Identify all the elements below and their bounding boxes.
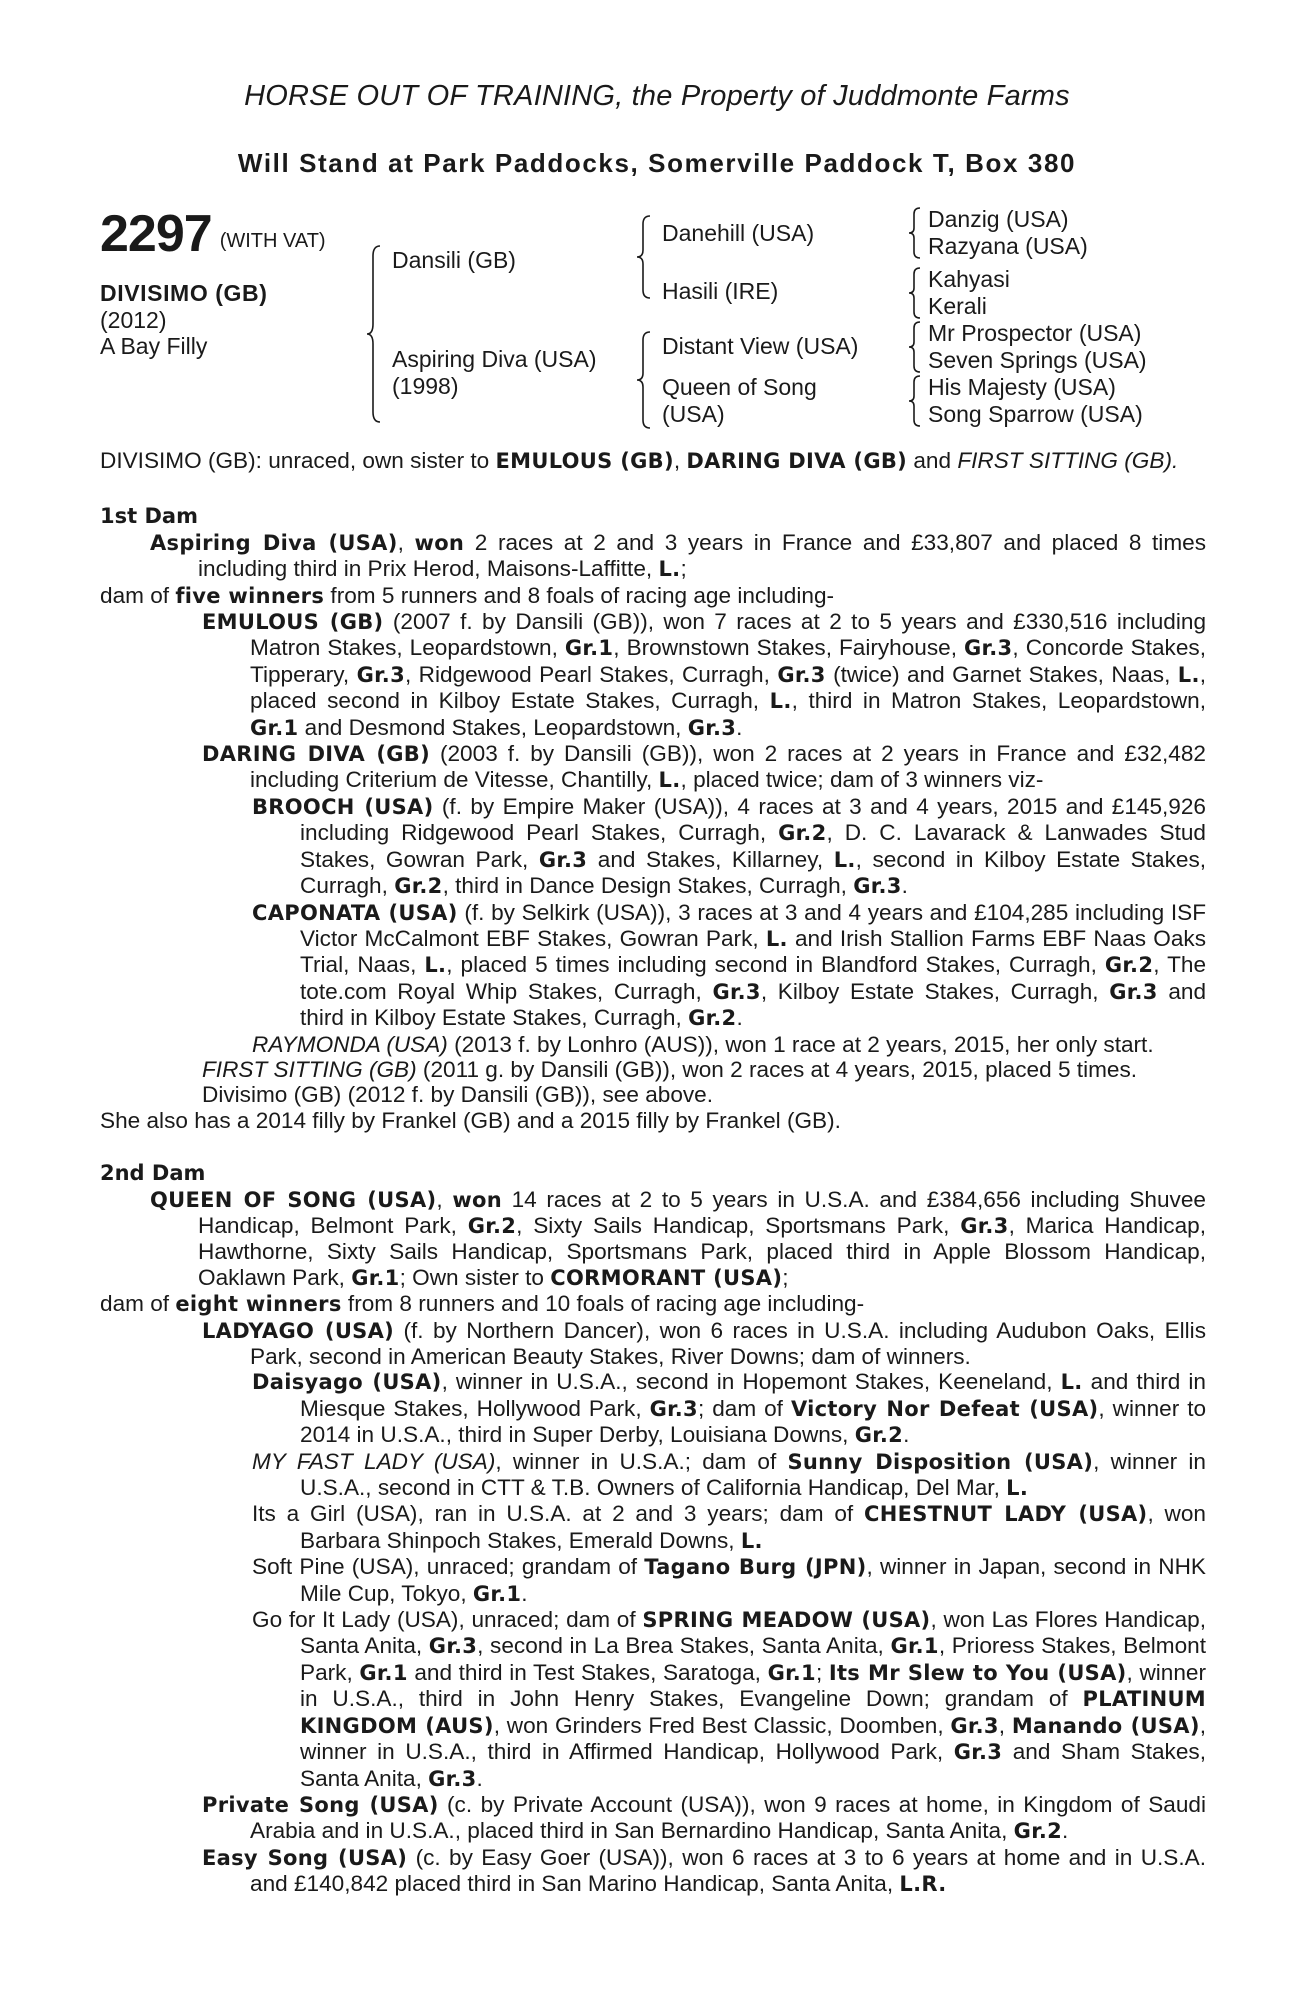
produce-raymonda: RAYMONDA (USA) (2013 f. by Lonhro (AUS)), won 1 race at 2 years, 2015, her only start. <box>252 1031 1154 1057</box>
lot-details <box>100 448 1206 1898</box>
pedigree-brace-sire <box>636 214 652 300</box>
pedigree-brace-dam <box>636 330 652 430</box>
ggdam-3: Seven Springs (USA) <box>928 347 1147 373</box>
produce-its-a-girl: Its a Girl (USA), ran in U.S.A. at 2 and 3 years; dam of CHESTNUT LADY (USA), won Barbara Shinpoch Stakes, Emerald Downs, L. <box>252 1501 1206 1553</box>
produce-emulous: EMULOUS (GB) (2007 f. by Dansili (GB)), won 7 races at 2 to 5 years and £330,516 including Matron Stakes, Leopardstown, Gr.1, Brownstown Stakes, Fairyhouse, Gr.3, Concorde Stakes, Tipperary, Gr.3, Ridgewood Pearl Stakes, Curragh, Gr.3 (twice) and Garnet Stakes, Naas, L., placed second in Kilboy Estate Stakes, Curragh, L., third in Matron Stakes, Leopardstown, Gr.1 and Desmond Stakes, Leopardstown, Gr.3. <box>202 609 1207 740</box>
dam-sire: Distant View (USA) <box>662 333 859 359</box>
dam: Aspiring Diva (USA) <box>392 346 597 372</box>
sire-sire: Danehill (USA) <box>662 220 815 246</box>
produce-my-fast-lady: MY FAST LADY (USA), winner in U.S.A.; dam of Sunny Disposition (USA), winner in U.S.A., second in CTT & T.B. Owners of California Handicap, Del Mar, L. <box>252 1448 1206 1501</box>
sire: Dansili (GB) <box>392 247 516 273</box>
stand-location: Will Stand at Park Paddocks, Somerville Paddock T, Box 380 <box>237 148 1077 178</box>
pedigree-brace-g1 <box>908 206 922 260</box>
ggdam-2: Kerali <box>928 293 987 319</box>
produce-ladyago: LADYAGO (USA) (f. by Northern Dancer), won 6 races in U.S.A. including Audubon Oaks, Ellis Park, second in American Beauty Stakes, River Downs; dam of winners. <box>202 1317 1206 1369</box>
produce-first-sitting: FIRST SITTING (GB) (2011 g. by Dansili (GB)), won 2 races at 4 years, 2015, placed 5 times. <box>202 1056 1138 1082</box>
dam-dam-country: (USA) <box>662 401 725 427</box>
second-dam-record: QUEEN OF SONG (USA), won 14 races at 2 to 5 years in U.S.A. and £384,656 including Shuvee Handicap, Belmont Park, Gr.2, Sixty Sails Handicap, Sportsmans Park, Gr.3, Marica Handicap, Hawthorne, Sixty Sails Handicap, Sportsmans Park, placed third in Apple Blossom Handicap, Oaklawn Park, Gr.1; Own sister to CORMORANT (USA); <box>150 1186 1207 1290</box>
lot-number: 2297 <box>100 205 212 263</box>
produce-brooch: BROOCH (USA) (f. by Empire Maker (USA)), 4 races at 3 and 4 years, 2015 and £145,926 including Ridgewood Pearl Stakes, Curragh, Gr.2, D. C. Lavarack & Lanwades Stud Stakes, Gowran Park, Gr.3 and Stakes, Killarney, L., second in Kilboy Estate Stakes, Curragh, Gr.2, third in Dance Design Stakes, Curragh, Gr.3. <box>252 793 1207 899</box>
ggdam-1: Razyana (USA) <box>928 233 1088 259</box>
first-dam-record: Aspiring Diva (USA), won 2 races at 2 and 3 years in France and £33,807 and placed 8 times including third in Prix Herod, Maisons-Laffitte, L.; <box>150 529 1207 582</box>
ggsire-4: His Majesty (USA) <box>928 374 1116 400</box>
first-dam-heading: 1st Dam <box>100 504 198 529</box>
produce-caponata: CAPONATA (USA) (f. by Selkirk (USA)), 3 races at 3 and 4 years and £104,285 including ISF Victor McCalmont EBF Stakes, Gowran Park, L. and Irish Stallion Farms EBF Naas Oaks Trial, Naas, L., placed 5 times including second in Blandford Stakes, Curragh, Gr.2, The tote.com Royal Whip Stakes, Curragh, Gr.3, Kilboy Estate Stakes, Curragh, Gr.3 and third in Kilboy Estate Stakes, Curragh, Gr.2. <box>252 899 1207 1031</box>
vat-note: (WITH VAT) <box>219 230 326 252</box>
pedigree-brace-main <box>366 244 382 424</box>
horse-year: (2012) <box>100 307 167 333</box>
second-dam-heading: 2nd Dam <box>100 1161 206 1186</box>
pedigree-brace-g3 <box>908 320 922 374</box>
horse-description: A Bay Filly <box>100 333 208 359</box>
page-title: HORSE OUT OF TRAINING, the Property of Juddmonte Farms <box>244 80 1070 112</box>
produce-soft-pine: Soft Pine (USA), unraced; grandam of Tagano Burg (JPN), winner in Japan, second in NHK Mile Cup, Tokyo, Gr.1. <box>252 1554 1206 1606</box>
second-dam-produce: dam of eight winners from 8 runners and 10 foals of racing age including- <box>100 1291 865 1317</box>
dam-year: (1998) <box>392 373 459 399</box>
ggsire-2: Kahyasi <box>928 266 1010 292</box>
ggsire-1: Danzig (USA) <box>928 206 1069 232</box>
produce-go-for-it-lady: Go for It Lady (USA), unraced; dam of SPRING MEADOW (USA), won Las Flores Handicap, Santa Anita, Gr.3, second in La Brea Stakes, Santa Anita, Gr.1, Prioress Stakes, Belmont Park, Gr.1 and third in Test Stakes, Saratoga, Gr.1; Its Mr Slew to You (USA), winner in U.S.A., third in John Henry Stakes, Evangeline Down; grandam of PLATINUM KINGDOM (AUS), won Grinders Fred Best Classic, Doomben, Gr.3, Manando (USA), winner in U.S.A., third in Affirmed Handicap, Hollywood Park, Gr.3 and Sham Stakes, Santa Anita, Gr.3. <box>252 1607 1207 1791</box>
first-dam-produce: dam of five winners from 5 runners and 8 foals of racing age including- <box>100 582 835 608</box>
sire-dam: Hasili (IRE) <box>662 278 779 304</box>
ggsire-3: Mr Prospector (USA) <box>928 320 1142 346</box>
produce-daring-diva: DARING DIVA (GB) (2003 f. by Dansili (GB)), won 2 races at 2 years in France and £32,482 including Criterium de Vitesse, Chantilly, L., placed twice; dam of 3 winners viz- <box>202 741 1206 793</box>
pedigree-brace-g2 <box>908 266 922 320</box>
horse-name: DIVISIMO (GB) <box>100 280 268 306</box>
pedigree-brace-g4 <box>908 374 922 428</box>
horse-summary: DIVISIMO (GB): unraced, own sister to EMULOUS (GB), DARING DIVA (GB) and FIRST SITTING (GB). <box>100 448 1179 473</box>
produce-easy-song: Easy Song (USA) (c. by Easy Goer (USA)), won 6 races at 3 to 6 years at home and in U.S.A. and £140,842 placed third in San Marino Handicap, Santa Anita, L.R. <box>202 1844 1206 1897</box>
produce-divisimo: Divisimo (GB) (2012 f. by Dansili (GB)), see above. <box>202 1082 714 1108</box>
further-produce: She also has a 2014 filly by Frankel (GB) and a 2015 filly by Frankel (GB). <box>100 1107 841 1133</box>
produce-private-song: Private Song (USA) (c. by Private Account (USA)), won 9 races at home, in Kingdom of Saudi Arabia and in U.S.A., placed third in San Bernardino Handicap, Santa Anita, Gr.2. <box>202 1791 1206 1844</box>
dam-dam: Queen of Song <box>662 374 817 400</box>
produce-daisyago: Daisyago (USA), winner in U.S.A., second in Hopemont Stakes, Keeneland, L. and third in Miesque Stakes, Hollywood Park, Gr.3; dam of Victory Nor Defeat (USA), winner to 2014 in U.S.A., third in Super Derby, Louisiana Downs, Gr.2. <box>252 1369 1207 1448</box>
ggdam-4: Song Sparrow (USA) <box>928 401 1143 427</box>
lot-header <box>100 204 326 264</box>
